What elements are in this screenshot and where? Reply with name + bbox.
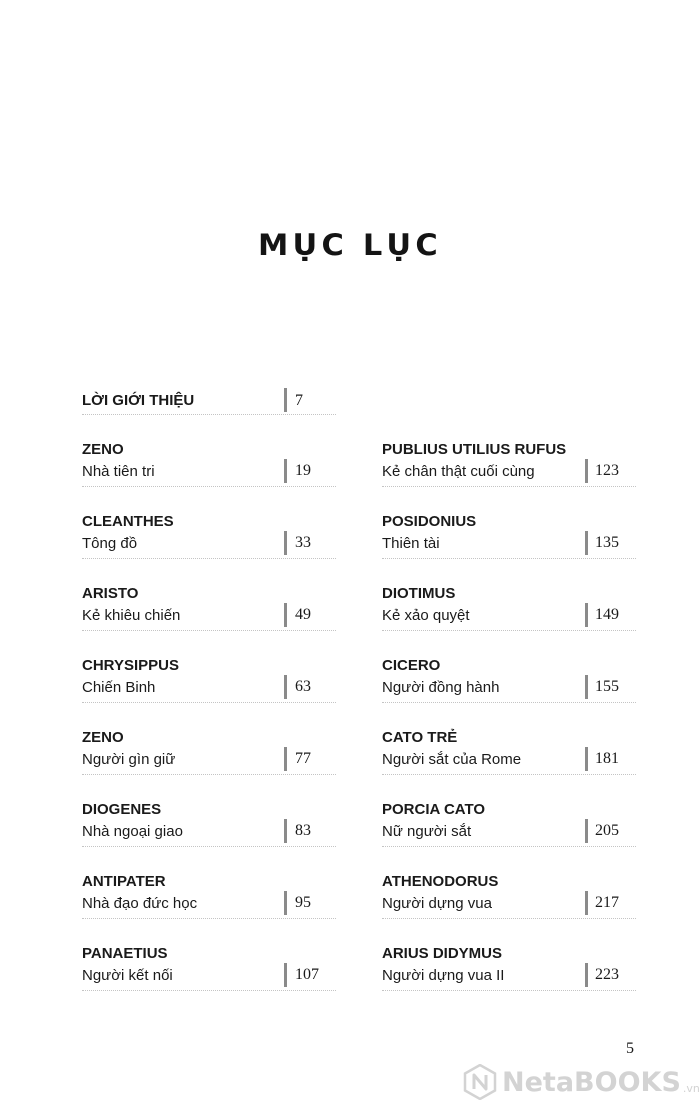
toc-entry-page: 33	[295, 534, 311, 551]
toc-entry-page: 19	[295, 462, 311, 479]
toc-entry-page: 149	[595, 606, 619, 623]
page-marker-bar	[585, 531, 588, 555]
page-marker-bar	[585, 459, 588, 483]
toc-entry[interactable]	[382, 509, 636, 559]
toc-entry-subtitle: Nhà tiên tri	[82, 463, 155, 480]
toc-entry-page: 107	[295, 966, 319, 983]
toc-entry-subtitle: Kẻ xảo quyệt	[382, 607, 470, 624]
toc-entry[interactable]	[82, 941, 336, 991]
toc-entry-subtitle: Người sắt của Rome	[382, 751, 522, 768]
toc-entry-page: 155	[595, 678, 619, 695]
toc-entry-subtitle: Tông đồ	[82, 535, 138, 552]
toc-entry-name: CATO TRẺ	[382, 729, 458, 746]
page-title: MỤC LỤC	[258, 228, 442, 262]
toc-entry-subtitle: Người gìn giữ	[82, 751, 176, 768]
page-marker-bar	[284, 603, 287, 627]
page-marker-bar	[284, 891, 287, 915]
toc-entry[interactable]	[82, 437, 336, 487]
toc-entry[interactable]	[82, 509, 336, 559]
page-number: 5	[626, 1040, 634, 1057]
page-marker-bar	[284, 459, 287, 483]
page-marker-bar	[585, 747, 588, 771]
toc-entry[interactable]	[382, 653, 636, 703]
toc-entry-page: 205	[595, 822, 619, 839]
toc-entry[interactable]	[82, 797, 336, 847]
toc-entry-page: 95	[295, 894, 311, 911]
page-marker-bar	[585, 819, 588, 843]
toc-entry[interactable]	[382, 581, 636, 631]
toc-entry-name: ATHENODORUS	[382, 873, 499, 890]
toc-entry-name: PANAETIUS	[82, 945, 168, 962]
page-marker-bar	[585, 891, 588, 915]
toc-column-right	[382, 437, 636, 1013]
toc-entry[interactable]	[82, 725, 336, 775]
toc-entry-page: 223	[595, 966, 619, 983]
toc-entry-name: ARIUS DIDYMUS	[382, 945, 503, 962]
toc-entry-subtitle: Nhà ngoại giao	[82, 823, 183, 840]
toc-entry-name: ZENO	[82, 441, 124, 458]
toc-entry-page: 181	[595, 750, 619, 767]
page-marker-bar	[284, 819, 287, 843]
toc-entry-subtitle: Thiên tài	[382, 535, 440, 552]
toc-entry-page: 135	[595, 534, 619, 551]
toc-entry[interactable]	[382, 941, 636, 991]
toc-entry-subtitle: Người dựng vua II	[382, 967, 505, 984]
toc-entry-name: CICERO	[382, 657, 441, 674]
toc-entry-name: POSIDONIUS	[382, 513, 477, 530]
page-marker-bar	[284, 963, 287, 987]
watermark	[462, 1062, 700, 1102]
toc-entry-subtitle: Kẻ chân thật cuối cùng	[382, 463, 535, 480]
page-marker-bar	[284, 675, 287, 699]
toc-column-left	[82, 437, 336, 1013]
toc-entry-subtitle: Người dựng vua	[382, 895, 492, 912]
toc-entry[interactable]	[382, 797, 636, 847]
toc-entry-subtitle: Kẻ khiêu chiến	[82, 607, 181, 624]
page-marker-bar	[585, 675, 588, 699]
toc-entry-name: DIOTIMUS	[382, 585, 456, 602]
toc-entry-title: LỜI GIỚI THIỆU	[82, 392, 195, 409]
toc-entry-name: PUBLIUS UTILIUS RUFUS	[382, 441, 567, 458]
watermark-brand: NetaBOOKS	[502, 1066, 681, 1098]
toc-entry-page: 123	[595, 462, 619, 479]
toc-entry-name: CLEANTHES	[82, 513, 174, 530]
toc-entry-name: CHRYSIPPUS	[82, 657, 179, 674]
page-marker-bar	[284, 388, 287, 412]
toc-entry-subtitle: Nữ người sắt	[382, 823, 472, 840]
toc-entry-subtitle: Chiến Binh	[82, 679, 156, 696]
toc-entry-page: 83	[295, 822, 311, 839]
toc-entry-page: 77	[295, 750, 311, 767]
netabooks-logo-icon	[462, 1064, 498, 1100]
page-marker-bar	[585, 963, 588, 987]
toc-entry-page: 217	[595, 894, 619, 911]
toc-entry[interactable]	[382, 437, 636, 487]
toc-entry-subtitle: Người kết nối	[82, 967, 173, 984]
page-marker-bar	[284, 747, 287, 771]
toc-entry-subtitle: Nhà đạo đức học	[82, 895, 198, 912]
toc-entry-name: DIOGENES	[82, 801, 162, 818]
toc-intro-entry[interactable]	[82, 384, 336, 415]
page-marker-bar	[284, 531, 287, 555]
toc-entry[interactable]	[82, 869, 336, 919]
toc-entry[interactable]	[82, 653, 336, 703]
toc-entry-page: 63	[295, 678, 311, 695]
toc-entry-page: 49	[295, 606, 311, 623]
toc-entry[interactable]	[82, 581, 336, 631]
toc-entry[interactable]	[382, 725, 636, 775]
toc-entry-name: ARISTO	[82, 585, 139, 602]
toc-entry-name: ANTIPATER	[82, 873, 166, 890]
toc-entry-page: 7	[295, 392, 303, 409]
toc-entry-name: PORCIA CATO	[382, 801, 486, 818]
toc-entry-subtitle: Người đồng hành	[382, 679, 500, 696]
watermark-suffix: .vn	[682, 1081, 700, 1095]
toc-entry-name: ZENO	[82, 729, 124, 746]
page-marker-bar	[585, 603, 588, 627]
toc-entry[interactable]	[382, 869, 636, 919]
